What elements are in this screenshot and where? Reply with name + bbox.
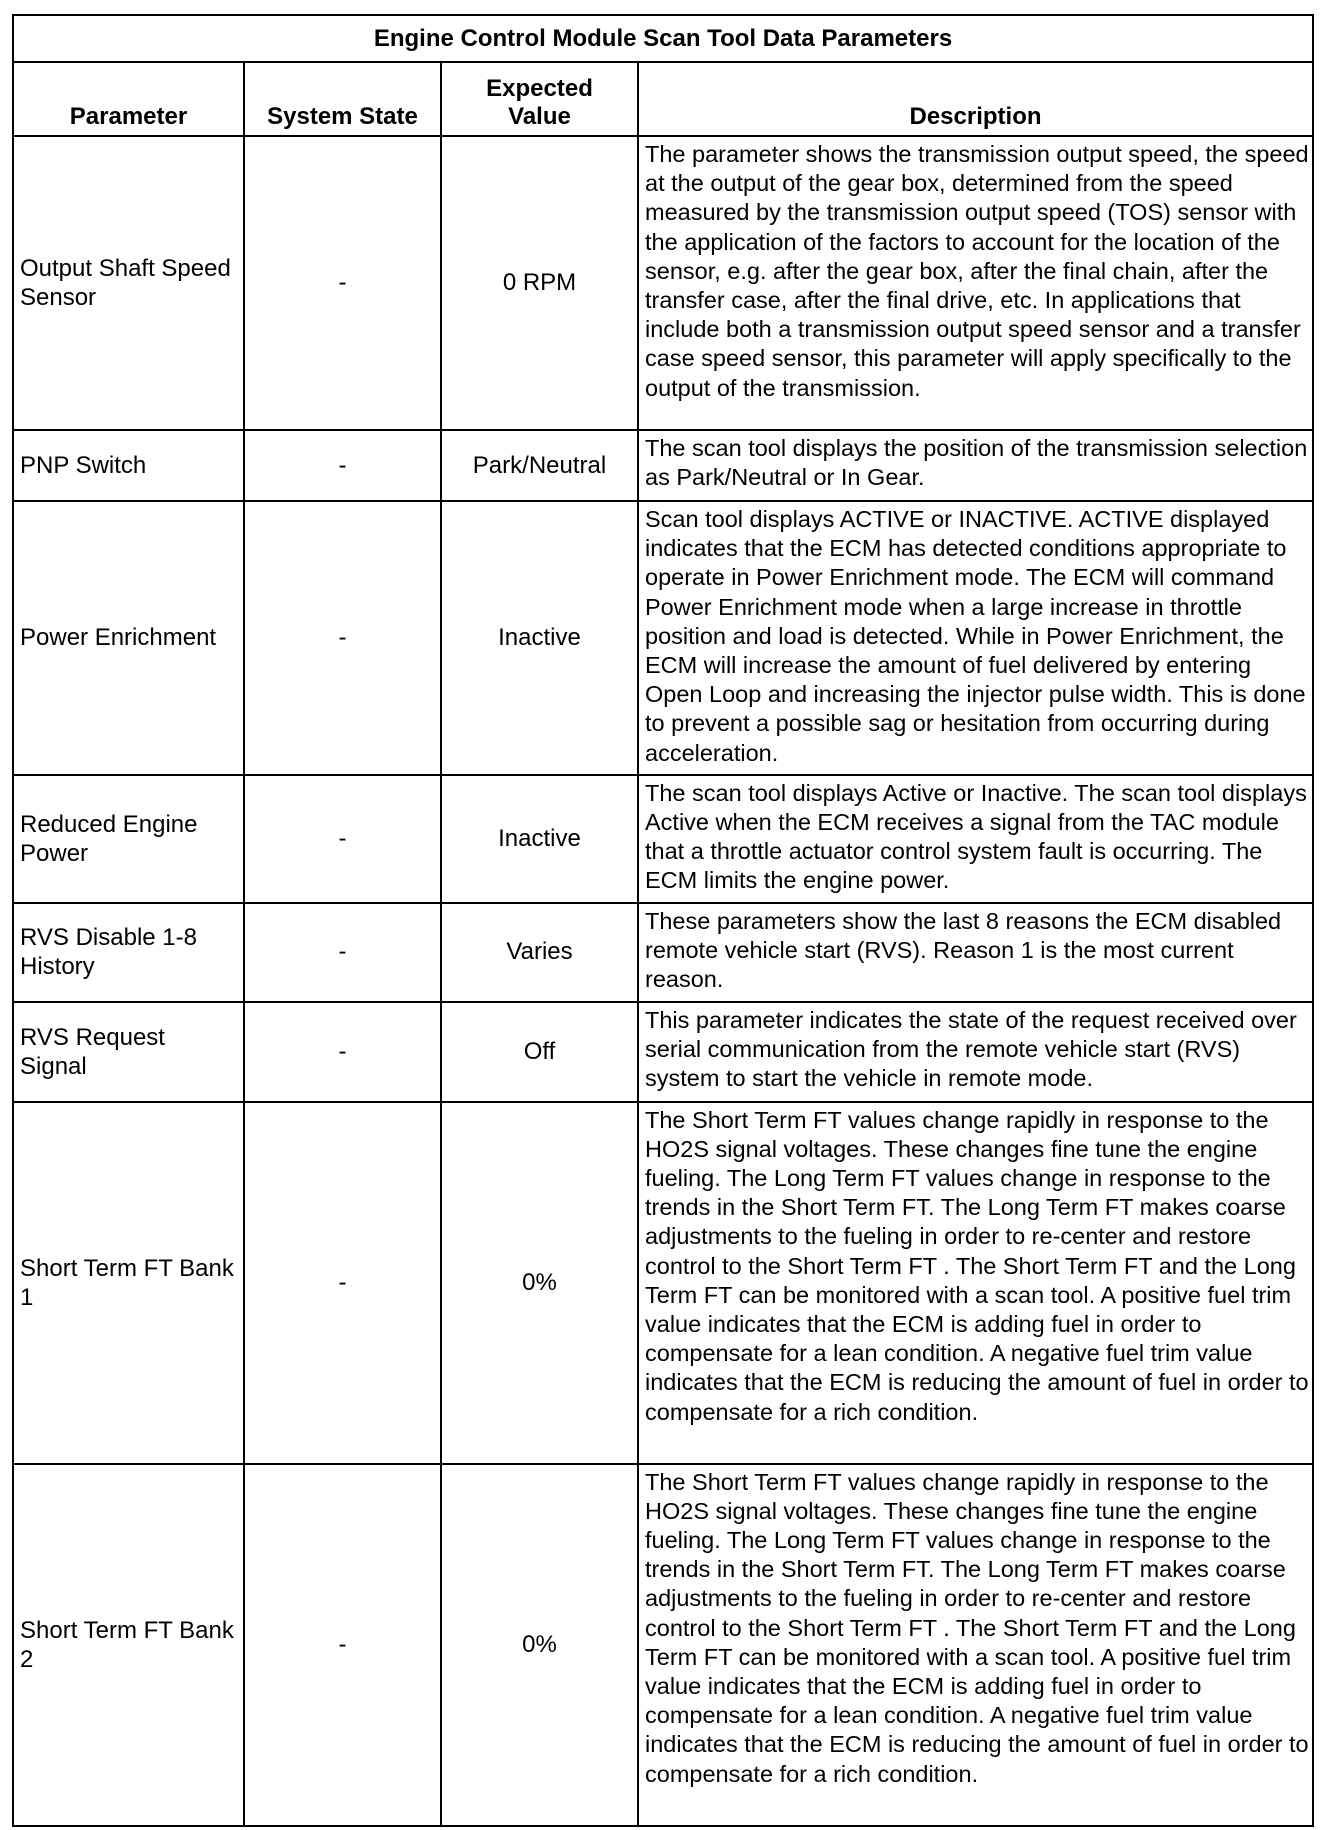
table-row [13,775,1313,903]
row-system-state: - [244,775,441,903]
row-expected-value: 0 RPM [441,136,638,430]
row-description: The Short Term FT values change rapidly in response to the HO2S signal voltages. These changes fine tune the engine fueling. The Long Term FT values change in response to the trends in the Short Term FT. The Long Term FT makes coarse adjustments to the fueling in order to re-center and restore control to the Short Term FT . The Short Term FT and the Long Term FT can be monitored with a scan tool. A positive fuel trim value indicates that the ECM is adding fuel in order to compensate for a lean condition. A negative fuel trim value indicates that the ECM is reducing the amount of fuel in order to compensate for a rich condition. [638,1464,1313,1826]
row-parameter: PNP Switch [13,430,244,501]
row-system-state: - [244,903,441,1002]
row-description: These parameters show the last 8 reasons the ECM disabled remote vehicle start (RVS). Reason 1 is the most current reason. [638,903,1313,1002]
row-description: The Short Term FT values change rapidly in response to the HO2S signal voltages. These changes fine tune the engine fueling. The Long Term FT values change in response to the trends in the Short Term FT. The Long Term FT makes coarse adjustments to the fueling in order to re-center and restore control to the Short Term FT . The Short Term FT and the Long Term FT can be monitored with a scan tool. A positive fuel trim value indicates that the ECM is adding fuel in order to compensate for a lean condition. A negative fuel trim value indicates that the ECM is reducing the amount of fuel in order to compensate for a rich condition. [638,1102,1313,1464]
row-description: Scan tool displays ACTIVE or INACTIVE. ACTIVE displayed indicates that the ECM has detected conditions appropriate to operate in Power Enrichment mode. The ECM will command Power Enrichment mode when a large increase in throttle position and load is detected. While in Power Enrichment, the ECM will increase the amount of fuel delivered by entering Open Loop and increasing the injector pulse width. This is done to prevent a possible sag or hesitation from occurring during acceleration. [638,501,1313,775]
row-description: The parameter shows the transmission output speed, the speed at the output of the gear box, determined from the speed measured by the transmission output speed (TOS) sensor with the application of the factors to account for the location of the sensor, e.g. after the gear box, after the final chain, after the transfer case, after the final drive, etc. In applications that include both a transmission output speed sensor and a transfer case speed sensor, this parameter will apply specifically to the output of the transmission. [638,136,1313,430]
header-description: Description [638,62,1313,136]
row-system-state: - [244,1002,441,1102]
table-title: Engine Control Module Scan Tool Data Parameters [13,15,1313,62]
row-parameter: Short Term FT Bank 1 [13,1102,244,1464]
row-system-state: - [244,136,441,430]
row-expected-value: 0% [441,1464,638,1826]
table-header-row [13,62,1313,136]
row-system-state: - [244,430,441,501]
row-expected-value: Park/Neutral [441,430,638,501]
row-system-state: - [244,1102,441,1464]
row-expected-value: Inactive [441,775,638,903]
row-system-state: - [244,1464,441,1826]
row-expected-value: Inactive [441,501,638,775]
scan-tool-data-sheet [12,14,1312,1827]
table-row [13,430,1313,501]
row-description: The scan tool displays the position of the transmission selection as Park/Neutral or In Gear. [638,430,1313,501]
table-row [13,136,1313,430]
row-expected-value: 0% [441,1102,638,1464]
table-row [13,501,1313,775]
row-parameter: Output Shaft Speed Sensor [13,136,244,430]
row-expected-value: Varies [441,903,638,1002]
row-parameter: Reduced Engine Power [13,775,244,903]
row-parameter: RVS Request Signal [13,1002,244,1102]
header-parameter: Parameter [13,62,244,136]
table-row [13,1002,1313,1102]
row-parameter: Short Term FT Bank 2 [13,1464,244,1826]
parameters-table [12,14,1314,1827]
row-system-state: - [244,501,441,775]
header-system-state: System State [244,62,441,136]
table-title-row [13,15,1313,62]
row-expected-value: Off [441,1002,638,1102]
row-parameter: Power Enrichment [13,501,244,775]
row-description: The scan tool displays Active or Inactive. The scan tool displays Active when the ECM receives a signal from the TAC module that a throttle actuator control system fault is occurring. The ECM limits the engine power. [638,775,1313,903]
header-expected-value: Expected Value [441,62,638,136]
row-description: This parameter indicates the state of the request received over serial communication from the remote vehicle start (RVS) system to start the vehicle in remote mode. [638,1002,1313,1102]
table-row [13,1102,1313,1464]
table-row [13,1464,1313,1826]
table-row [13,903,1313,1002]
row-parameter: RVS Disable 1-8 History [13,903,244,1002]
